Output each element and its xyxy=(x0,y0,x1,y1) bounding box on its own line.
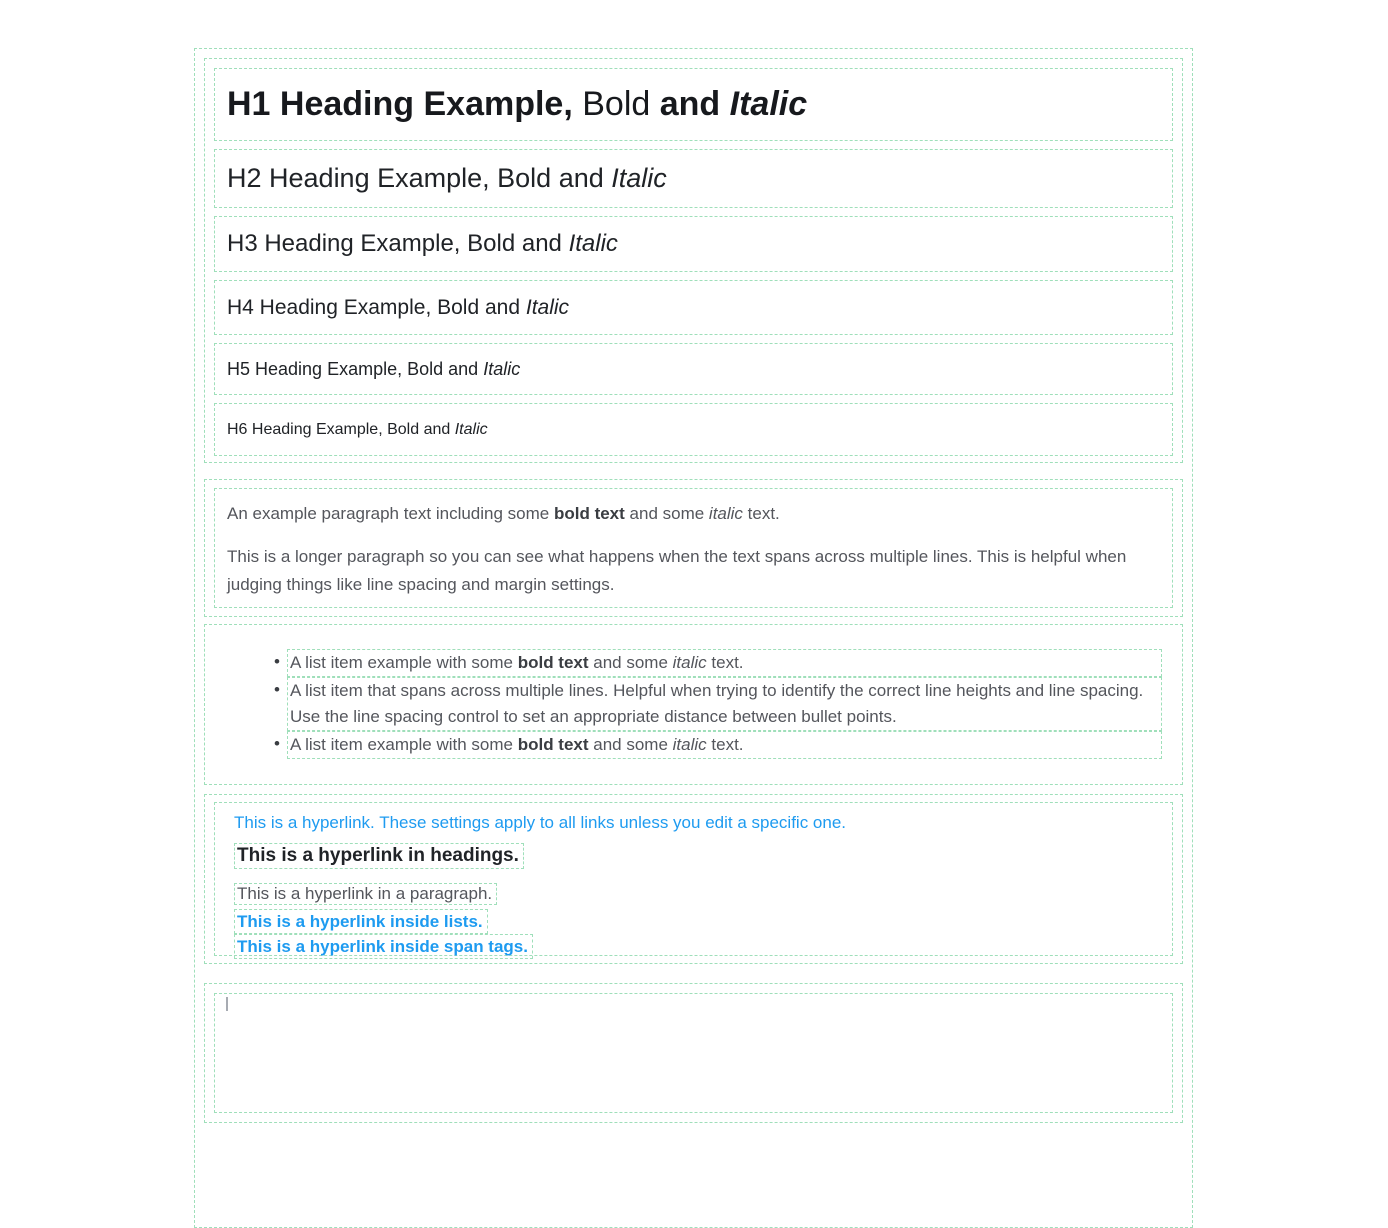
h2-preview-block[interactable] xyxy=(214,149,1173,208)
h4-text: H4 Heading Example, Bold and Italic xyxy=(227,295,570,319)
links-section xyxy=(204,794,1183,964)
list-item-text[interactable]: A list item example with some bold text and some italic text. xyxy=(287,649,1162,677)
h2-text: H2 Heading Example, Bold and Italic xyxy=(227,163,667,193)
text-cursor xyxy=(226,997,228,1011)
list-item xyxy=(274,677,1162,731)
link-row-paragraph xyxy=(234,883,1160,905)
links-preview-block xyxy=(214,802,1173,956)
typography-preview-canvas xyxy=(194,48,1193,1228)
long-paragraph: This is a longer paragraph so you can see what happens when the text spans across multiple lines. This is helpful when judging things like line spacing and margin settings. xyxy=(227,547,1127,594)
h6-preview-block[interactable] xyxy=(214,403,1173,456)
link-row-lists xyxy=(234,909,1160,934)
h1-preview-block[interactable] xyxy=(214,68,1173,141)
list-item-text[interactable]: A list item example with some bold text and some italic text. xyxy=(287,731,1162,759)
link-row-heading xyxy=(234,843,1160,869)
list-item xyxy=(274,649,1162,677)
h4-preview-block[interactable] xyxy=(214,280,1173,335)
hyperlink-in-headings[interactable]: This is a hyperlink in headings. xyxy=(234,843,524,869)
hyperlink-inside-span-tags[interactable]: This is a hyperlink inside span tags. xyxy=(234,934,533,959)
paragraph-preview-block[interactable] xyxy=(214,488,1173,608)
empty-text-block[interactable] xyxy=(214,993,1173,1113)
link-row-span xyxy=(234,934,1160,959)
h3-text: H3 Heading Example, Bold and Italic xyxy=(227,230,618,257)
list-item xyxy=(274,731,1162,759)
bullet-icon: • xyxy=(274,734,280,753)
headings-section xyxy=(204,58,1183,463)
bullet-icon: • xyxy=(274,680,280,699)
h3-preview-block[interactable] xyxy=(214,216,1173,272)
list-section xyxy=(204,624,1183,785)
example-list xyxy=(205,649,1162,759)
h6-text: H6 Heading Example, Bold and Italic xyxy=(227,420,488,438)
hyperlink-inside-lists[interactable]: This is a hyperlink inside lists. xyxy=(234,909,488,934)
paragraph-section xyxy=(204,479,1183,617)
h5-text: H5 Heading Example, Bold and Italic xyxy=(227,358,521,379)
h1-text: H1 Heading Example, Bold and Italic xyxy=(227,85,808,123)
new-text-section xyxy=(204,983,1183,1123)
hyperlink-in-paragraph[interactable]: This is a hyperlink in a paragraph. xyxy=(234,883,497,905)
example-paragraph: An example paragraph text including some bold text and some italic text. xyxy=(227,504,780,523)
hyperlink-general[interactable]: This is a hyperlink. These settings apply to all links unless you edit a specific one. xyxy=(234,813,846,832)
list-item-text[interactable]: A list item that spans across multiple lines. Helpful when trying to identify the correct line heights and line spacing. Use the line spacing control to set an appropriate distance between bullet points. xyxy=(287,677,1162,731)
bullet-icon: • xyxy=(274,652,280,671)
h5-preview-block[interactable] xyxy=(214,343,1173,395)
